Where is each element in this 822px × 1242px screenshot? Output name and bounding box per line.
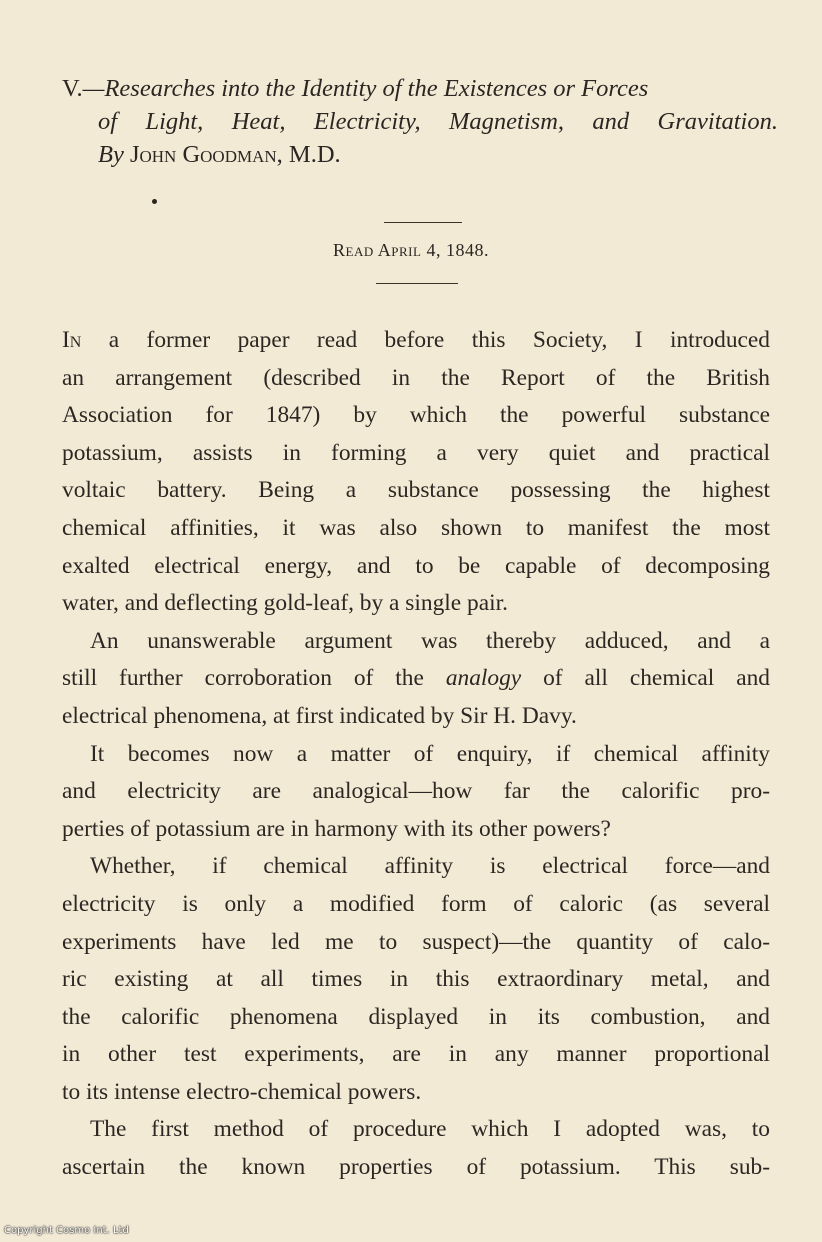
- text-line: exalted electrical energy, and to be capable of decomposing: [62, 552, 770, 579]
- text-line: to its intense electro-chemical powers.: [62, 1078, 422, 1105]
- text-line: electrical phenomena, at first indicated by Sir H. Davy.: [62, 702, 577, 729]
- text-line: potassium, assists in forming a very quiet and practical: [62, 439, 770, 466]
- article-number: V.: [62, 75, 83, 102]
- text-line: The first method of procedure which I adopted was, to: [90, 1116, 770, 1143]
- text-line: still further corroboration of the analogy of all chemical and: [62, 665, 770, 692]
- text-line: chemical affinities, it was also shown to manifest the most: [62, 514, 770, 541]
- title-text-1: —Researches into the Identity of the Existences or Forces: [82, 75, 649, 102]
- text-line: perties of potassium are in harmony with its other powers?: [62, 815, 611, 842]
- text-line: experiments have led me to suspect)—the quantity of calo-: [62, 928, 770, 955]
- paragraph-2: [62, 623, 770, 736]
- text-line: ascertain the known properties of potassium. This sub-: [62, 1154, 770, 1181]
- text-line: Whether, if chemical affinity is electrical force—and: [90, 853, 770, 880]
- paragraph-3: [62, 736, 770, 849]
- text-line: the calorific phenomena displayed in its combustion, and: [62, 1003, 770, 1030]
- text-line: Association for 1847) by which the powerful substance: [62, 402, 770, 429]
- divider-bottom: [376, 283, 458, 284]
- article-body: [62, 322, 770, 1187]
- title-line-1: [62, 72, 778, 105]
- copyright-watermark: Copyright Cosmo Int. Ltd: [4, 1225, 129, 1236]
- author-degree: , M.D.: [276, 141, 341, 168]
- drop-word: In: [62, 327, 82, 353]
- article-title: [62, 72, 778, 171]
- text-line: an arrangement (described in the Report of the British: [62, 364, 770, 391]
- text-line: It becomes now a matter of enquiry, if chemical affinity: [90, 740, 770, 767]
- paragraph-5: [62, 1111, 770, 1186]
- author-name: John Goodman: [129, 141, 277, 168]
- text-line: in other test experiments, are in any manner proportional: [62, 1041, 770, 1068]
- title-line-2: of Light, Heat, Electricity, Magnetism, and Gravitation.: [98, 108, 778, 135]
- text-line: water, and deflecting gold-leaf, by a single pair.: [62, 590, 508, 617]
- text-line: An unanswerable argument was thereby adduced, and a: [90, 627, 770, 654]
- text-line: In a former paper read before this Society, I introduced: [62, 327, 770, 353]
- text-line: ric existing at all times in this extraordinary metal, and: [62, 966, 770, 993]
- title-byline: [62, 138, 778, 171]
- divider-top: [384, 222, 462, 223]
- text-line: and electricity are analogical—how far the calorific pro-: [62, 778, 770, 805]
- text-line: voltaic battery. Being a substance possessing the highest: [62, 477, 770, 504]
- read-date: Read April 4, 1848.: [333, 240, 489, 260]
- decorative-dot: [152, 199, 157, 204]
- text-line: electricity is only a modified form of caloric (as several: [62, 890, 770, 917]
- paragraph-1: [62, 322, 770, 623]
- byline-by: By: [98, 141, 124, 168]
- paragraph-4: [62, 848, 770, 1111]
- emphasis-analogy: analogy: [445, 665, 522, 692]
